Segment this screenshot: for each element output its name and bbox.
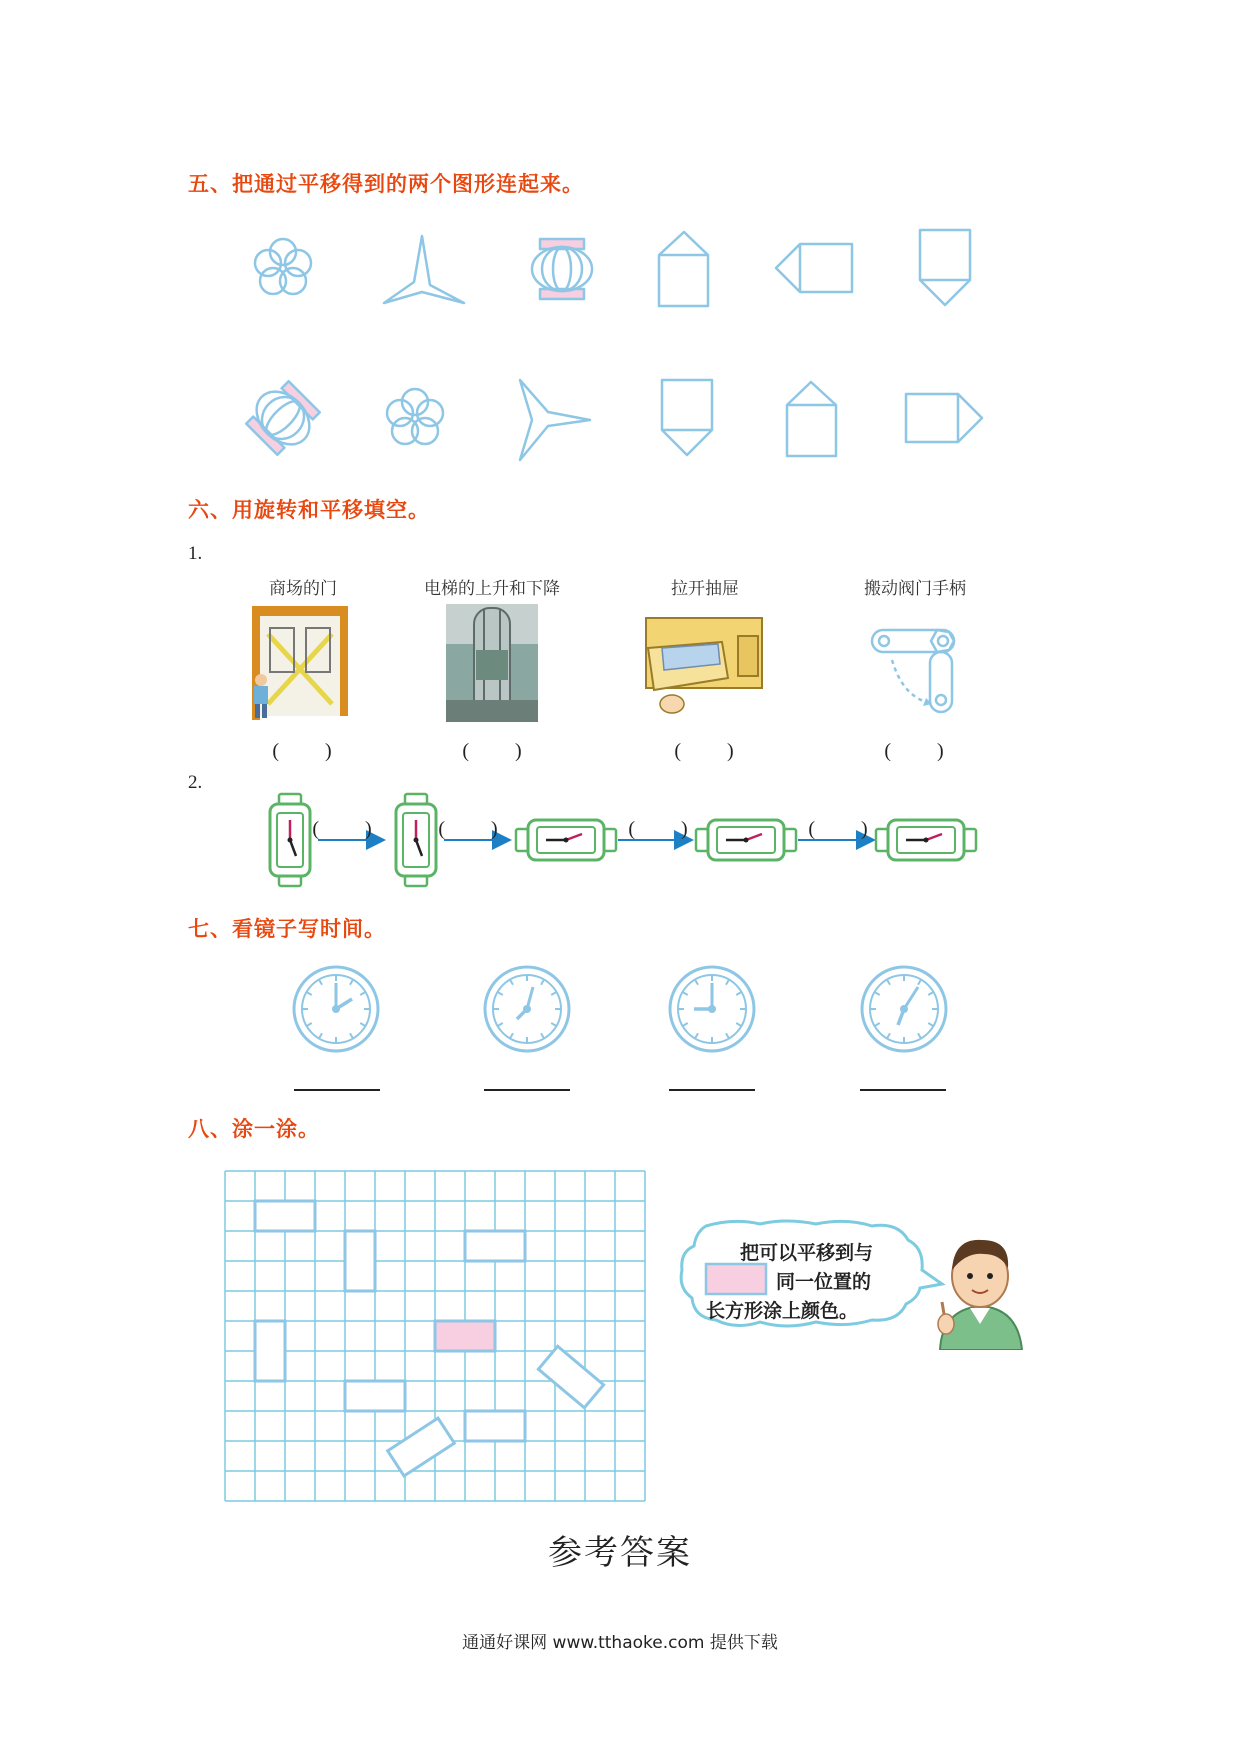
answer-blank-drawer[interactable]: ( ) [674, 740, 736, 762]
grid-rectangle-3[interactable] [465, 1231, 525, 1261]
grid-rectangle-1[interactable] [255, 1201, 315, 1231]
grid-rectangle-6[interactable] [465, 1411, 525, 1441]
grid-rectangle-4[interactable] [255, 1321, 285, 1381]
revolving-door-picture [248, 604, 350, 722]
footer-source: 通通好课网 www.tthaoke.com 提供下载 [462, 1633, 778, 1653]
answer-key-title: 参考答案 [548, 1533, 692, 1573]
three-point-star-bottom[interactable] [520, 380, 590, 460]
grid-rectangle-rotated-2[interactable] [538, 1346, 603, 1408]
mirror-clock-3 [670, 967, 754, 1051]
house-up-shape-top[interactable] [659, 232, 708, 306]
time-answer-line-4[interactable] [860, 1089, 946, 1091]
section-6-title: 六、用旋转和平移填空。 [188, 498, 430, 522]
time-answer-line-3[interactable] [669, 1089, 755, 1091]
three-point-star-top[interactable] [384, 236, 464, 303]
pink-rectangle-sample [706, 1264, 766, 1294]
lantern-shape-bottom[interactable] [241, 376, 326, 461]
caption-drawer: 拉开抽屉 [671, 579, 739, 599]
caption-valve-handle: 搬动阀门手柄 [864, 579, 966, 599]
bubble-line-3: 长方形涂上颜色。 [706, 1300, 859, 1322]
lantern-shape-top[interactable] [532, 239, 592, 299]
drawer-picture [642, 608, 766, 720]
coloring-grid [222, 1168, 648, 1502]
grid-rectangle-rotated-1[interactable] [388, 1418, 455, 1476]
question-2-number: 2. [188, 772, 203, 793]
bubble-line-2: 同一位置的 [776, 1271, 872, 1293]
house-left-shape-top[interactable] [776, 244, 852, 292]
house-down-shape-top[interactable] [920, 230, 970, 305]
time-answer-line-1[interactable] [294, 1089, 380, 1091]
time-answer-line-2[interactable] [484, 1089, 570, 1091]
grid-rectangle-2[interactable] [345, 1231, 375, 1291]
watch-horizontal-3 [516, 820, 616, 860]
answer-blank-elevator[interactable]: ( ) [462, 740, 524, 762]
valve-handle-picture [864, 618, 964, 718]
house-up-shape-bottom[interactable] [787, 382, 836, 456]
grid-rectangle-highlighted[interactable] [435, 1321, 495, 1351]
house-right-shape-bottom[interactable] [906, 394, 982, 442]
watch-blank-1[interactable]: ( ) [312, 818, 374, 840]
section-5-title: 五、把通过平移得到的两个图形连起来。 [188, 172, 584, 196]
watch-blank-2[interactable]: ( ) [438, 818, 500, 840]
section-7-title: 七、看镜子写时间。 [188, 917, 386, 941]
section-8-title: 八、涂一涂。 [188, 1117, 320, 1141]
translation-shapes [0, 0, 1240, 470]
flower-shape-top[interactable] [255, 239, 311, 294]
watch-blank-4[interactable]: ( ) [808, 818, 870, 840]
elevator-picture [446, 604, 538, 722]
boy-illustration [930, 1228, 1030, 1350]
mirror-clock-2 [485, 967, 569, 1051]
flower-shape-bottom[interactable] [387, 389, 443, 444]
grid-rectangle-5[interactable] [345, 1381, 405, 1411]
mirror-clock-4 [862, 967, 946, 1051]
watch-horizontal-4 [696, 820, 796, 860]
bubble-line-1: 把可以平移到与 [740, 1242, 874, 1264]
watch-horizontal-5 [876, 820, 976, 860]
house-down-shape-bottom[interactable] [662, 380, 712, 455]
caption-mall-door: 商场的门 [269, 579, 337, 599]
mirror-clock-1 [294, 967, 378, 1051]
caption-elevator: 电梯的上升和下降 [424, 579, 560, 599]
answer-blank-mall-door[interactable]: ( ) [272, 740, 334, 762]
answer-blank-valve-handle[interactable]: ( ) [884, 740, 946, 762]
mirror-clocks [0, 960, 1240, 1070]
watch-blank-3[interactable]: ( ) [628, 818, 690, 840]
question-1-number: 1. [188, 543, 203, 564]
